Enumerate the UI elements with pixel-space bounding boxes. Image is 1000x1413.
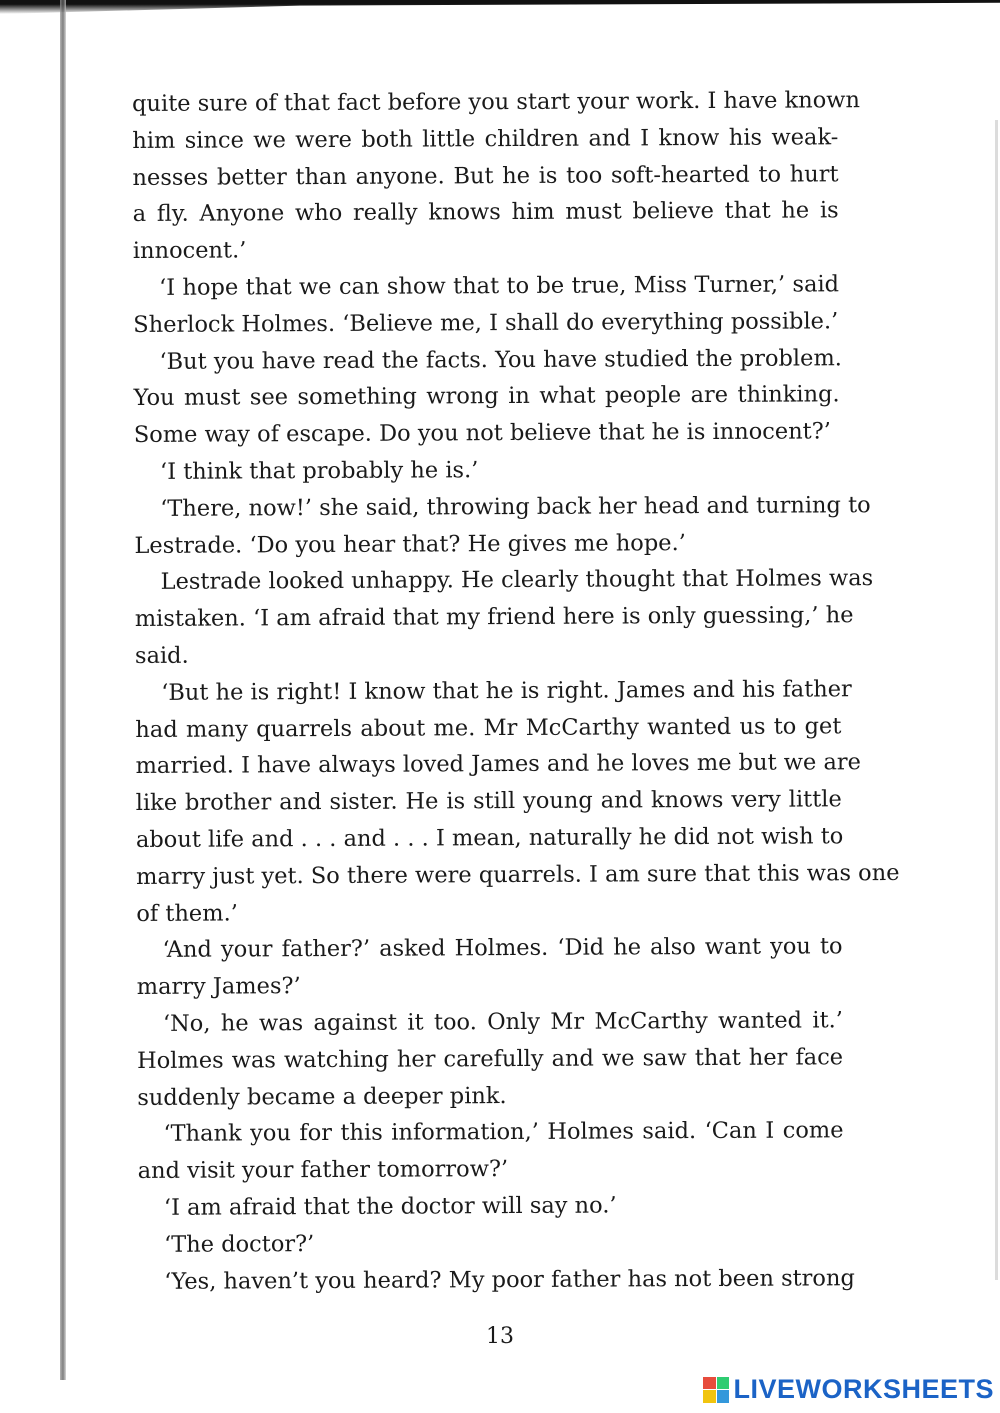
liveworksheets-logo-icon <box>703 1377 729 1403</box>
text-line: him since we were both little children and I know his weak- <box>132 124 839 154</box>
text-line: Holmes was watching her carefully and we saw that her face <box>137 1044 844 1074</box>
text-line: Some way of escape. Do you not believe that he is innocent?’ <box>133 418 831 449</box>
text-line: ‘Thank you for this information,’ Holmes said. ‘Can I come <box>163 1117 844 1148</box>
text-line: quite sure of that fact before you start your work. I have known <box>132 87 861 117</box>
text-line: suddenly became a deeper pink. <box>137 1082 507 1111</box>
text-line: ‘And your father?’ asked Holmes. ‘Did he also want you to <box>162 933 843 964</box>
text-line: ‘I hope that we can show that to be true, Miss Turner,’ said <box>158 271 840 301</box>
text-line: of them.’ <box>136 899 238 927</box>
logo-square <box>717 1377 730 1390</box>
text-line: ‘I think that probably he is.’ <box>159 457 479 485</box>
text-line: ‘But you have read the facts. You have studied the problem. <box>159 344 842 375</box>
scan-top-shadow <box>0 0 1000 14</box>
text-line: ‘Yes, haven’t you heard? My poor father has not been strong <box>164 1264 855 1295</box>
liveworksheets-watermark <box>703 1374 994 1405</box>
text-line: like brother and sister. He is still young and knows very little <box>135 786 842 817</box>
text-line: ‘No, he was against it too. Only Mr McCarthy wanted it.’ <box>162 1007 843 1037</box>
body-text <box>132 82 900 1300</box>
text-line: nesses better than anyone. But he is too soft-hearted to hurt <box>132 160 839 191</box>
text-line: married. I have always loved James and he loves me but we are <box>135 749 862 780</box>
watermark-text: LIVEWORKSHEETS <box>733 1374 994 1404</box>
page-right-edge <box>995 120 998 1280</box>
text-line: ‘There, now!’ she said, throwing back her head and turning to <box>160 491 871 522</box>
text-line: marry just yet. So there were quarrels. I am sure that this was one <box>136 859 900 890</box>
text-line: Lestrade. ‘Do you hear that? He gives me hope.’ <box>134 529 686 559</box>
text-line: had many quarrels about me. Mr McCarthy wanted us to get <box>135 712 842 743</box>
page-number: 13 <box>486 1324 514 1349</box>
text-line: about life and . . . and . . . I mean, naturally he did not wish to <box>135 823 844 853</box>
text-line: and visit your father tomorrow?’ <box>137 1156 509 1185</box>
text-line: a fly. Anyone who really knows him must believe that he is <box>132 197 839 228</box>
text-line: Lestrade looked unhappy. He clearly thought that Holmes was <box>160 565 874 596</box>
text-line: mistaken. ‘I am afraid that my friend here is only guessing,’ he <box>134 602 854 633</box>
logo-square <box>717 1390 730 1403</box>
text-line: marry James?’ <box>136 973 301 1001</box>
logo-square <box>703 1377 716 1390</box>
text-line: innocent.’ <box>132 237 247 265</box>
text-line: ‘I am afraid that the doctor will say no.’ <box>163 1192 617 1221</box>
text-line: ‘The doctor?’ <box>163 1230 315 1258</box>
page-spine-edge <box>60 0 66 1380</box>
text-line: Sherlock Holmes. ‘Believe me, I shall do everything possible.’ <box>133 308 839 338</box>
text-line: ‘But he is right! I know that he is right. James and his father <box>161 675 852 706</box>
logo-square <box>703 1390 716 1403</box>
text-line: said. <box>134 642 189 669</box>
text-line: You must see something wrong in what people are thinking. <box>133 381 840 412</box>
